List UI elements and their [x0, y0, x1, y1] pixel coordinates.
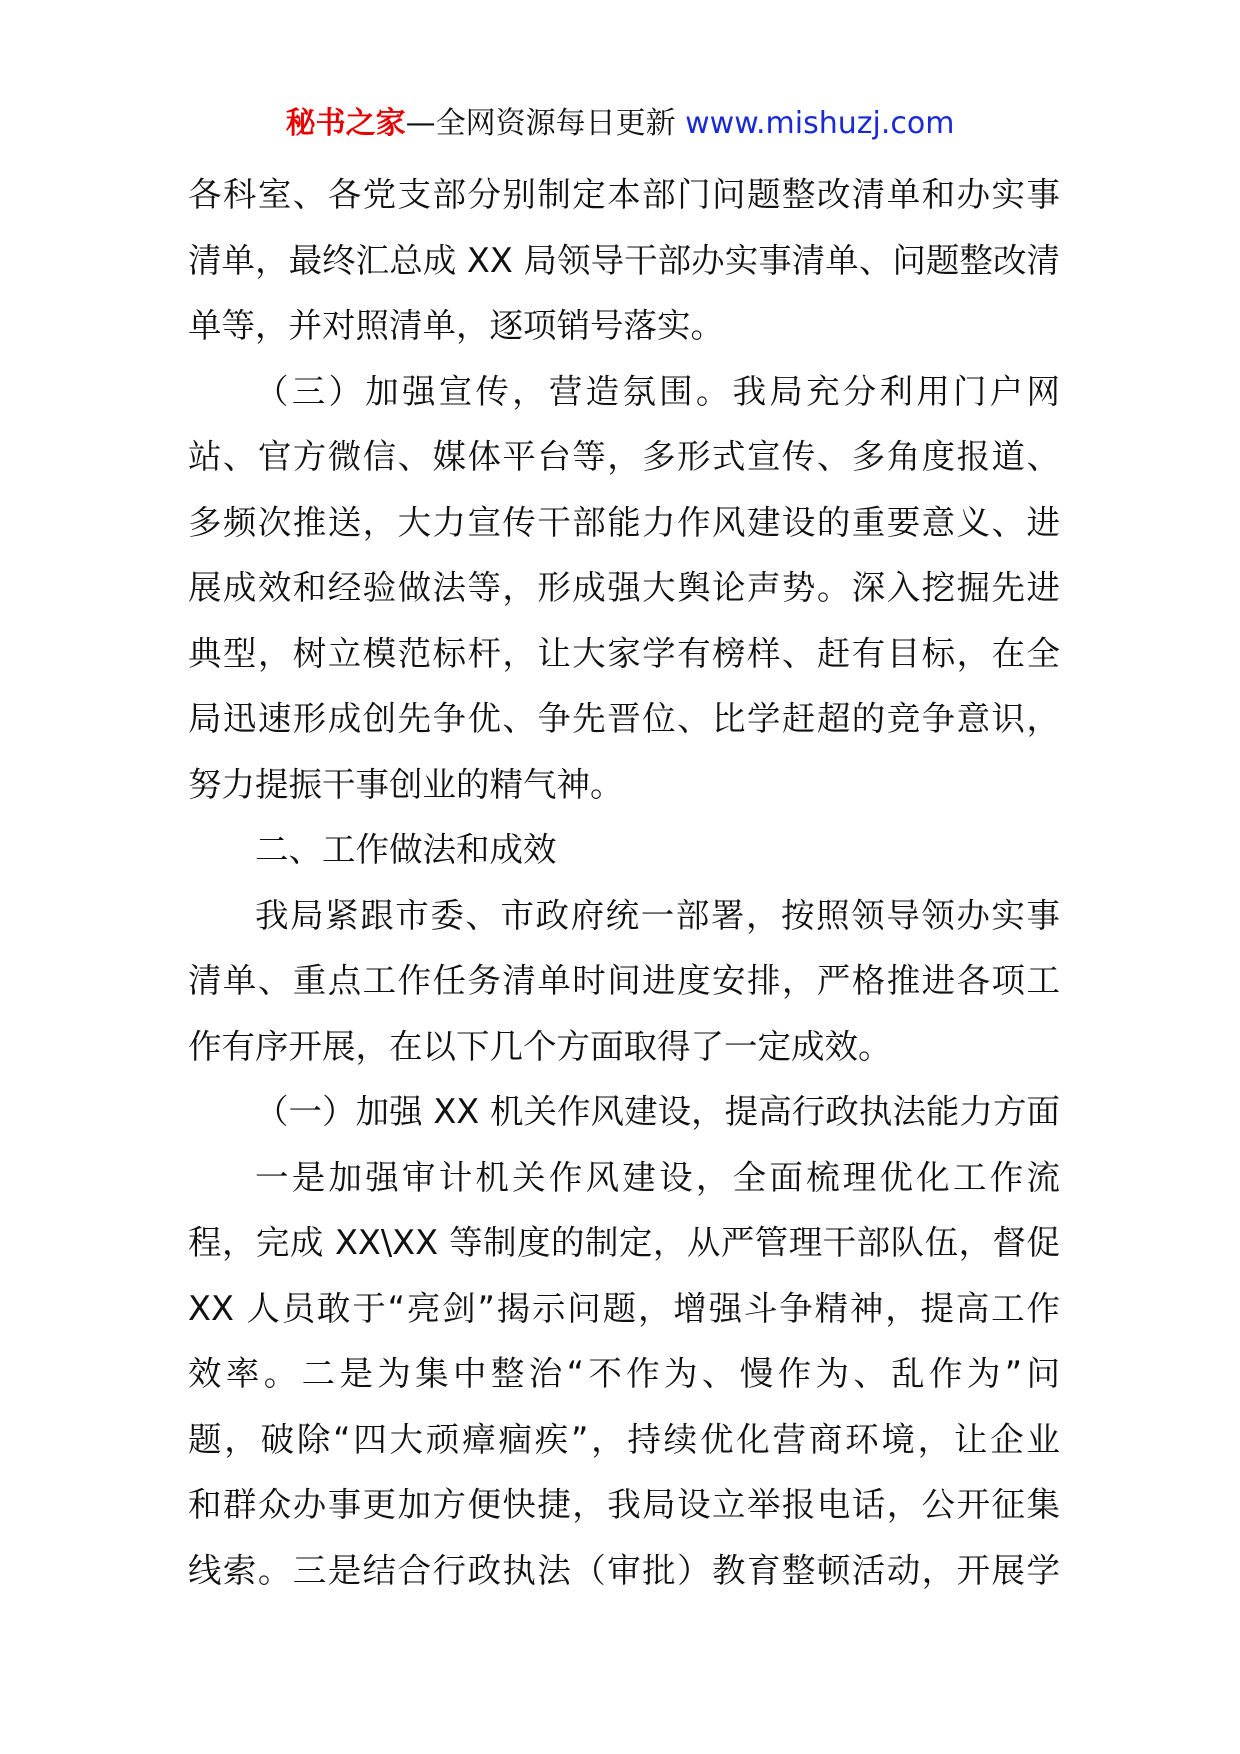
text-line: 题，破除“四大顽瘴痼疾”，持续优化营商环境，让企业: [188, 1419, 1060, 1459]
text-line: 努力提振干事创业的精气神。: [188, 764, 624, 804]
site-brand: 秘书之家: [285, 106, 406, 141]
text-line: 展成效和经验做法等，形成强大舆论声势。深入挖掘先进: [188, 568, 1060, 607]
text-line: 多频次推送，大力宣传干部能力作风建设的重要意义、进: [188, 502, 1060, 542]
text-line: 效率。二是为集中整治“不作为、慢作为、乱作为”问: [188, 1354, 1060, 1393]
site-header: [0, 100, 1240, 148]
text-line: 站、官方微信、媒体平台等，多形式宣传、多角度报道、: [188, 437, 1060, 476]
text-line: 和群众办事更加方便快捷，我局设立举报电话，公开征集: [188, 1485, 1060, 1524]
document-body: [188, 162, 1060, 1603]
text-line: 作有序开展，在以下几个方面取得了一定成效。: [188, 1026, 892, 1066]
text-line: XX 人员敢于“亮剑”揭示问题，增强斗争精神，提高工作: [188, 1288, 1060, 1328]
text-line: 一是加强审计机关作风建设，全面梳理优化工作流: [255, 1157, 1060, 1197]
text-line: 清单、重点工作任务清单时间进度安排，严格推进各项工: [188, 961, 1060, 1000]
text-line: （一）加强 XX 机关作风建设，提高行政执法能力方面: [255, 1092, 1060, 1131]
text-line: 我局紧跟市委、市政府统一部署，按照领导领办实事: [255, 895, 1060, 935]
text-line: 程，完成 XX\XX 等制度的制定，从严管理干部队伍，督促: [188, 1223, 1060, 1262]
text-line: 局迅速形成创先争优、争先晋位、比学赶超的竞争意识，: [188, 699, 1060, 738]
text-line: 线索。三是结合行政执法（审批）教育整顿活动，开展学: [188, 1550, 1060, 1590]
text-line: 典型，树立模范标杆，让大家学有榜样、赶有目标，在全: [188, 633, 1060, 673]
text-line: 单等，并对照清单，逐项销号落实。: [188, 306, 724, 345]
text-line: 各科室、各党支部分别制定本部门问题整改清单和办实事: [188, 175, 1060, 214]
text-line: 清单，最终汇总成 XX 局领导干部办实事清单、问题整改清: [188, 240, 1060, 280]
text-line: （三）加强宣传，营造氛围。我局充分利用门户网: [255, 371, 1060, 411]
site-slogan: —全网资源每日更新: [405, 106, 676, 141]
site-url-link[interactable]: www.mishuzj.com: [685, 106, 955, 141]
text-line: 二、工作做法和成效: [255, 830, 557, 869]
